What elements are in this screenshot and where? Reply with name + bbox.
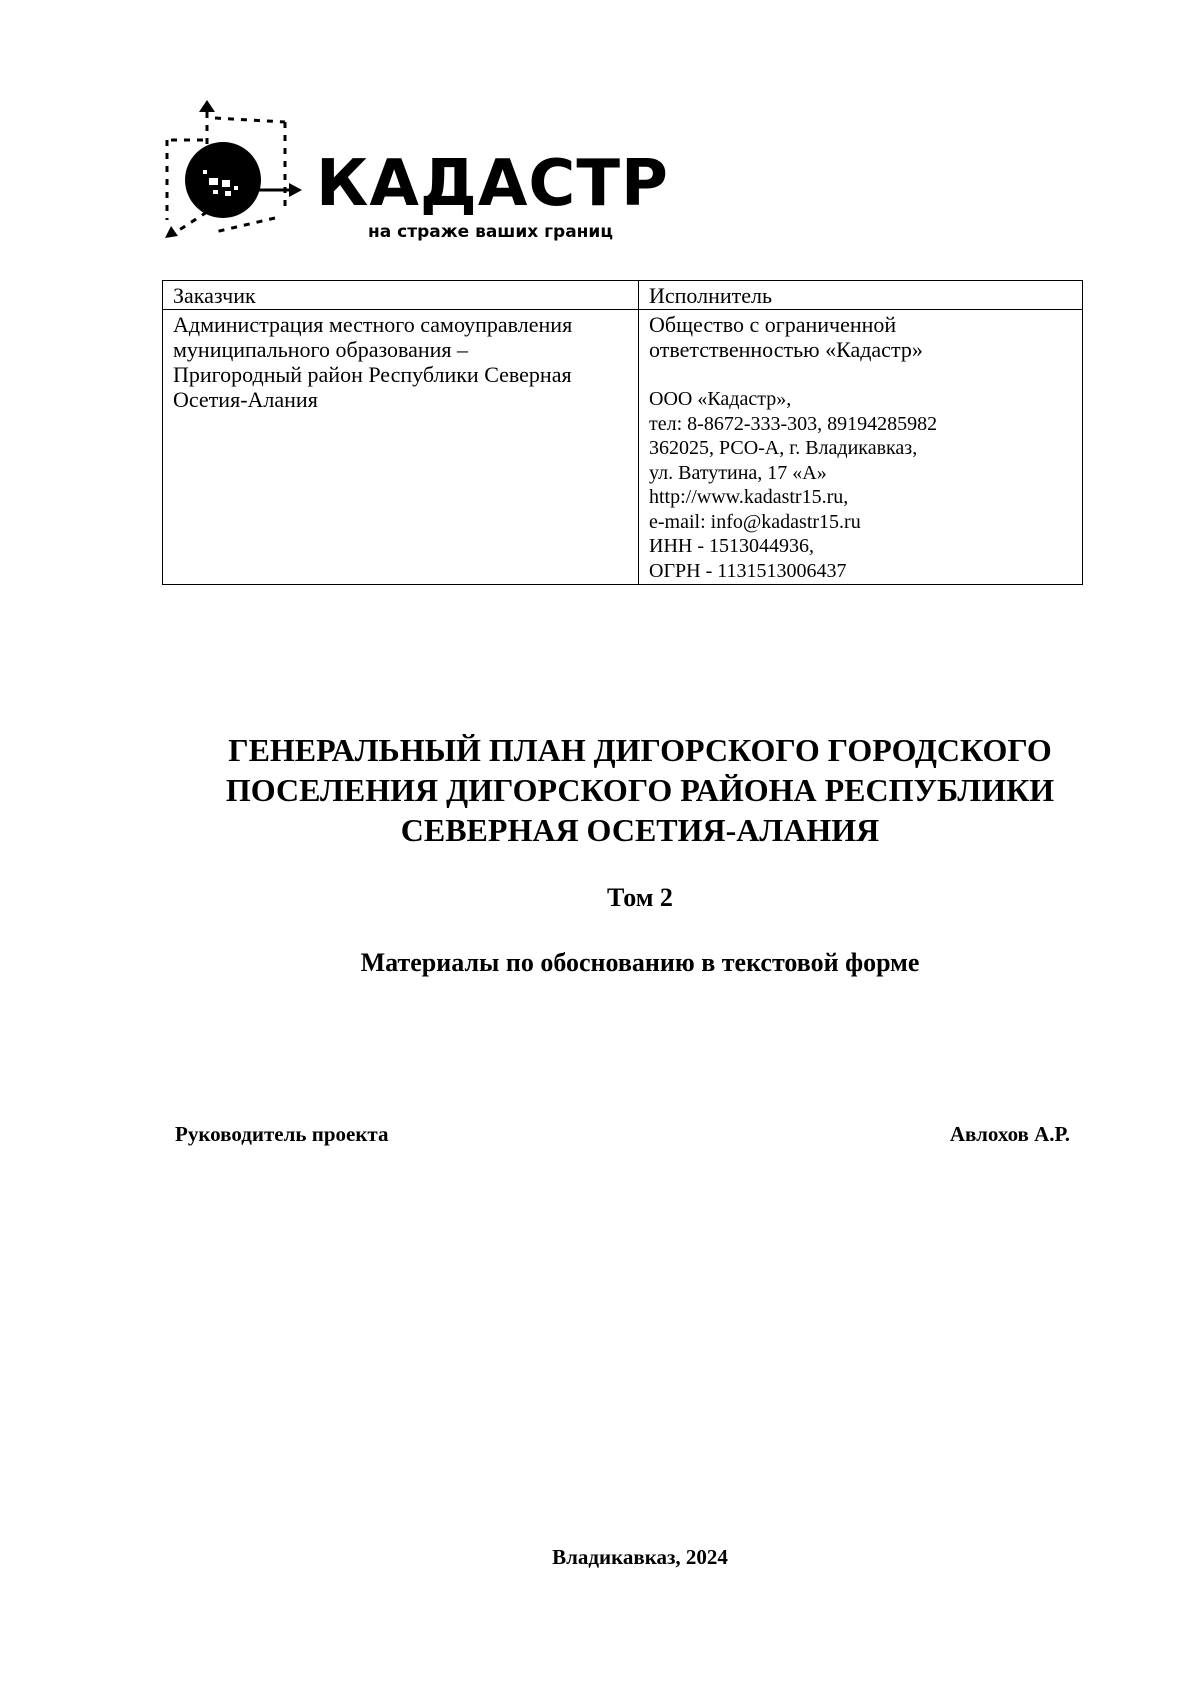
parties-header-row (163, 281, 1083, 310)
city-year: Владикавказ, 2024 (552, 1545, 728, 1569)
contractor-street: ул. Ватутина, 17 «А» (649, 461, 827, 484)
contractor-ogrn: ОГРН - 1131513006437 (649, 559, 847, 582)
customer-cell (163, 310, 639, 585)
spacer (649, 362, 1072, 387)
contractor-name-line: ответственностью «Кадастр» (649, 337, 923, 362)
logo-wordmark: КАДАСТР (316, 147, 669, 221)
contractor-phone: тел: 8-8672-333-303, 89194285982 (649, 412, 938, 435)
contractor-name-line: Общество с ограниченной (649, 312, 897, 337)
volume-label: Том 2 (607, 883, 673, 912)
customer-line: Пригородный район Республики Северная (173, 362, 572, 387)
parties-details-row (163, 310, 1083, 585)
contractor-detail: ООО «Кадастр», (649, 388, 792, 410)
contractor-inn: ИНН - 1513044936, (649, 535, 814, 557)
contractor-header: Исполнитель (639, 281, 1083, 310)
logo-slogan: на страже ваших границ (368, 222, 613, 242)
contractor-address: 362025, РСО-А, г. Владикавказ, (649, 437, 918, 459)
customer-line: Осетия-Алания (173, 387, 318, 412)
title-line: ГЕНЕРАЛЬНЫЙ ПЛАН ДИГОРСКОГО ГОРОДСКОГО (228, 732, 1052, 768)
customer-line: муниципального образования – (173, 337, 469, 362)
title-line: СЕВЕРНАЯ ОСЕТИЯ-АЛАНИЯ (400, 812, 880, 848)
contractor-website: http://www.kadastr15.ru, (649, 486, 849, 508)
customer-line: Администрация местного самоуправления (173, 312, 573, 337)
customer-header: Заказчик (163, 281, 639, 310)
parties-table (162, 280, 1083, 585)
contractor-cell (639, 310, 1083, 585)
title-line: ПОСЕЛЕНИЯ ДИГОРСКОГО РАЙОНА РЕСПУБЛИКИ (225, 772, 1055, 808)
document-subtitle: Материалы по обоснованию в текстовой форме (360, 948, 920, 977)
company-logo (163, 100, 669, 265)
document-title (150, 730, 1130, 850)
project-head-name: Авлохов А.Р. (949, 1122, 1070, 1146)
logo-emblem-icon (163, 100, 328, 265)
contractor-email: e-mail: info@kadastr15.ru (649, 510, 861, 533)
project-head-label: Руководитель проекта (175, 1122, 389, 1146)
